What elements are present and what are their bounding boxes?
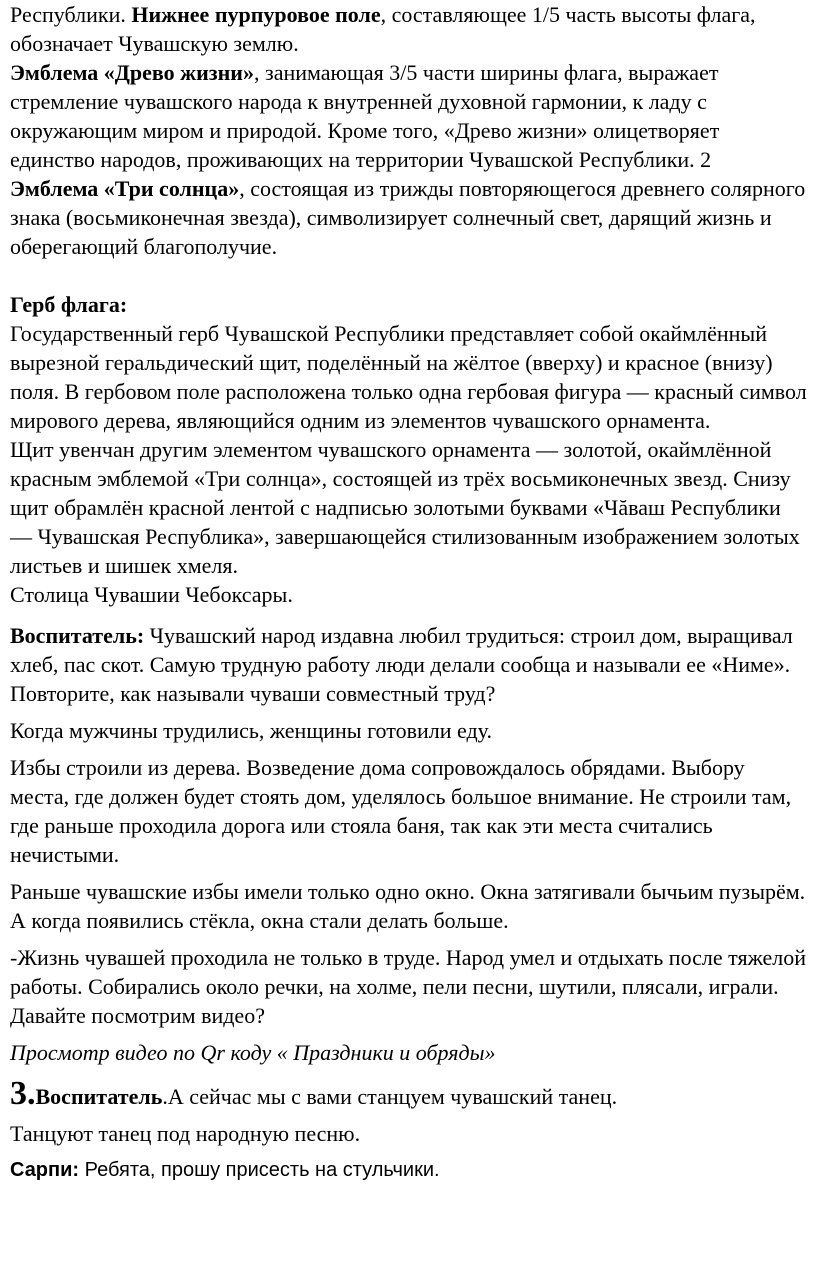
coat-of-arms-paragraph: Государственный герб Чувашской Республики представляет собой окаймлённый вырезной геральдический щит, поделённый на жёлтое (вверху) и красное (внизу) поля. В гербовом поле расположена только одна гербовая фигура — красный символ мирового дерева, являющийся одним из элементов чувашского орнамента. [10, 321, 807, 433]
speaker-label: Сарпи: [10, 1159, 80, 1181]
coat-of-arms-heading: Герб флага: [10, 292, 128, 317]
paragraph-text: Чувашский народ издавна любил трудиться: строил дом, выращивал хлеб, пас скот. Самую трудную работу люди делали сообща и называли ее «Ниме». Повторите, как называли чуваши совместный труд? [10, 623, 793, 706]
paragraph-text: , составляющее 1/5 часть высоты флага, обозначает Чувашскую землю. [10, 2, 756, 56]
step-3-paragraph [10, 1075, 808, 1112]
dance-paragraph: Танцуют танец под народную песню. [10, 1121, 361, 1146]
paragraph-text: , состоящая из трижды повторяющегося древнего солярного знака (восьмиконечная звезда), символизирует солнечный свет, дарящий жизнь и оберегающий благополучие. [10, 176, 806, 259]
windows-paragraph: Раньше чувашские избы имели только одно окно. Окна затягивали бычьим пузырём. А когда появились стёкла, окна стали делать больше. [10, 879, 806, 933]
video-instruction: Просмотр видео по Qr коду « Праздники и обряды» [10, 1040, 496, 1065]
women-cooking-paragraph: Когда мужчины трудились, женщины готовили еду. [10, 718, 492, 743]
bold-term: Нижнее пурпуровое поле [131, 2, 381, 27]
bold-term: Эмблема «Древо жизни» [10, 60, 254, 85]
shield-crown-paragraph: Щит увенчан другим элементом чувашского орнамента — золотой, окаймлённой красным эмблемой «Три солнца», состоящей из трёх восьмиконечных звезд. Снизу щит обрамлён красной лентой с надписью золотыми буквами «Чăваш Республики — Чувашская Республика», завершающейся стилизованным изображением золотых листьев и шишек хмеля. [10, 437, 800, 578]
houses-paragraph: Избы строили из дерева. Возведение дома сопровождалось обрядами. Выбору места, где должен будет стоять дом, уделялось большое внимание. Не строили там, где раньше проходила дорога или стояла баня, так как эти места считались нечистыми. [10, 755, 792, 867]
leisure-paragraph: -Жизнь чувашей проходила не только в труде. Народ умел и отдыхать после тяжелой работы. Собирались около речки, на холме, пели песни, шутили, плясали, играли. Давайте посмотрим видео? [10, 945, 807, 1028]
paragraph-text: , занимающая 3/5 части ширины флага, выражает стремление чувашского народа к внутренней духовной гармонии, к ладу с окружающим миром и природой. Кроме того, «Древо жизни» олицетворяет единство народов, проживающих на территории Чувашской Республики. 2 [10, 60, 720, 172]
paragraph-lead: Республики. [10, 2, 132, 27]
capital-paragraph: Столица Чувашии Чебоксары. [10, 582, 293, 607]
paragraph-text: .А сейчас мы с вами станцуем чувашский танец. [162, 1084, 618, 1109]
paragraph-text: Ребята, прошу присесть на стульчики. [79, 1159, 440, 1181]
speaker-label: Воспитатель [35, 1084, 163, 1109]
sarpi-paragraph [10, 1156, 808, 1185]
bold-term: Эмблема «Три солнца» [10, 176, 240, 201]
three-suns-paragraph [10, 174, 808, 261]
teacher-labor-paragraph [10, 621, 808, 708]
flag-lower-field-paragraph [10, 0, 808, 58]
step-number: 3. [10, 1075, 36, 1112]
speaker-label: Воспитатель: [10, 623, 145, 648]
tree-of-life-paragraph [10, 58, 808, 174]
